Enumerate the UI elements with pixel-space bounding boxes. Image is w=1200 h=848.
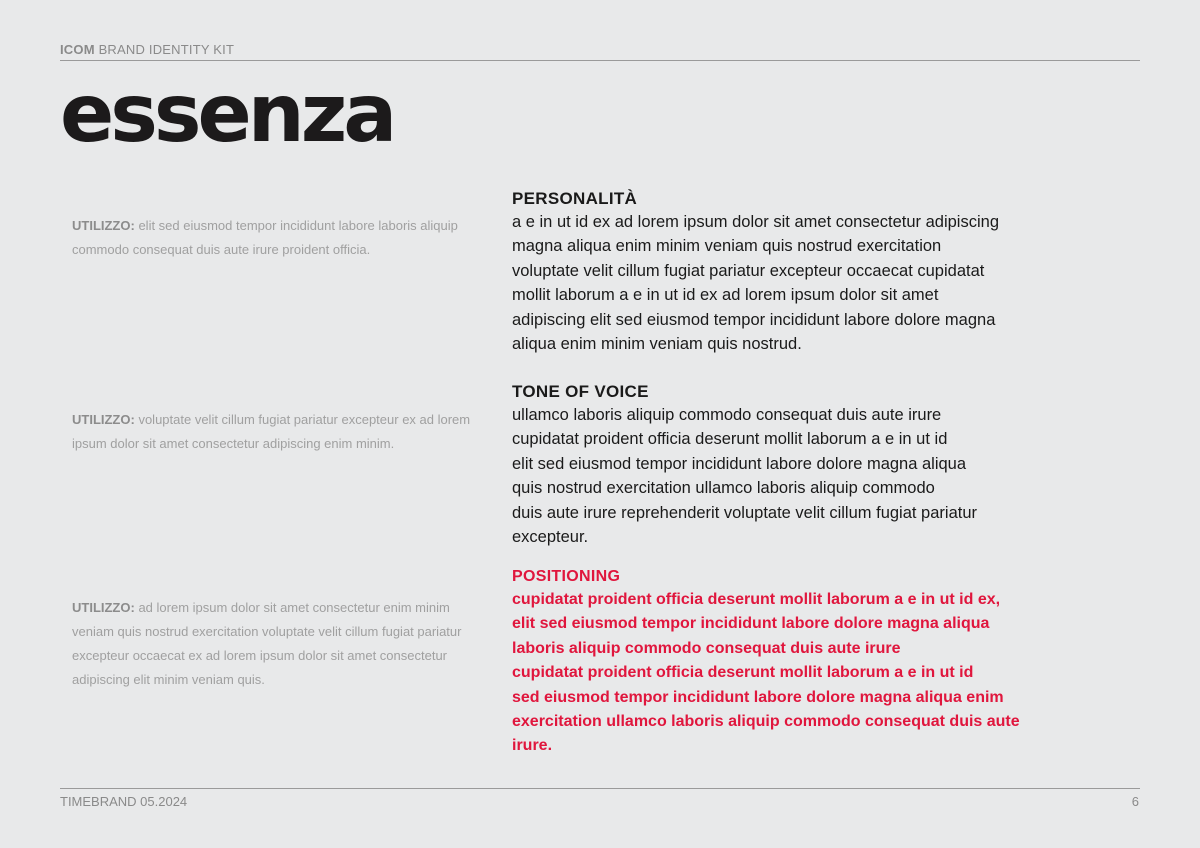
section-heading: POSITIONING bbox=[512, 568, 621, 585]
usage-note-3 bbox=[72, 596, 472, 692]
section-tone-of-voice bbox=[512, 381, 1132, 549]
usage-note-2 bbox=[72, 408, 472, 456]
usage-label: UTILIZZO: bbox=[72, 412, 135, 427]
page-title: essenza bbox=[60, 67, 394, 160]
section-heading: TONE OF VOICE bbox=[512, 382, 649, 401]
page-header bbox=[60, 42, 234, 57]
section-personality bbox=[512, 188, 1132, 356]
usage-label: UTILIZZO: bbox=[72, 600, 135, 615]
header-divider bbox=[60, 60, 1140, 61]
usage-text: elit sed eiusmod tempor incididunt labore laboris aliquip commodo consequat duis aute irure proident officia. bbox=[72, 218, 458, 257]
header-subtitle: BRAND IDENTITY KIT bbox=[98, 42, 235, 57]
usage-text: voluptate velit cillum fugiat pariatur excepteur ex ad lorem ipsum dolor sit amet consectetur adipiscing enim minim. bbox=[72, 412, 471, 451]
footer-divider bbox=[60, 788, 1140, 789]
section-heading: PERSONALITÀ bbox=[512, 189, 638, 208]
usage-text: ad lorem ipsum dolor sit amet consectetur enim minim veniam quis nostrud exercitation voluptate velit cillum fugiat pariatur excepteur occaecat ex ad lorem ipsum dolor sit amet consectetur adipiscing elit minim veniam quis. bbox=[72, 600, 462, 687]
footer-label: TIMEBRAND 05.2024 bbox=[60, 794, 188, 809]
section-body: ullamco laboris aliquip commodo consequat duis aute irure cupidatat proident officia deserunt mollit laborum a e in ut id elit sed eiusmod tempor incididunt labore dolore magna aliqua quis nostrud exercitation ullamco laboris aliquip commodo duis aute irure reprehenderit voluptate velit cillum fugiat pariatur excepteur. bbox=[512, 406, 977, 547]
header-brand: ICOM bbox=[60, 42, 95, 57]
usage-note-1 bbox=[72, 214, 472, 262]
section-body: a e in ut id ex ad lorem ipsum dolor sit amet consectetur adipiscing magna aliqua enim minim veniam quis nostrud exercitation voluptate velit cillum fugiat pariatur excepteur occaecat cupidatat mollit laborum a e in ut id ex ad lorem ipsum dolor sit amet adipiscing elit sed eiusmod tempor incididunt labore dolore magna aliqua enim minim veniam quis nostrud. bbox=[512, 213, 999, 354]
page-number: 6 bbox=[1131, 794, 1139, 809]
section-body: cupidatat proident officia deserunt mollit laborum a e in ut id ex, elit sed eiusmod tempor incididunt labore dolore magna aliqua laboris aliquip commodo consequat duis aute irure cupidatat proident officia deserunt mollit laborum a e in ut id sed eiusmod tempor incididunt labore dolore magna aliqua enim exercitation ullamco laboris aliquip commodo consequat duis aute irure. bbox=[512, 591, 1020, 755]
section-positioning bbox=[512, 566, 1132, 759]
usage-label: UTILIZZO: bbox=[72, 218, 135, 233]
